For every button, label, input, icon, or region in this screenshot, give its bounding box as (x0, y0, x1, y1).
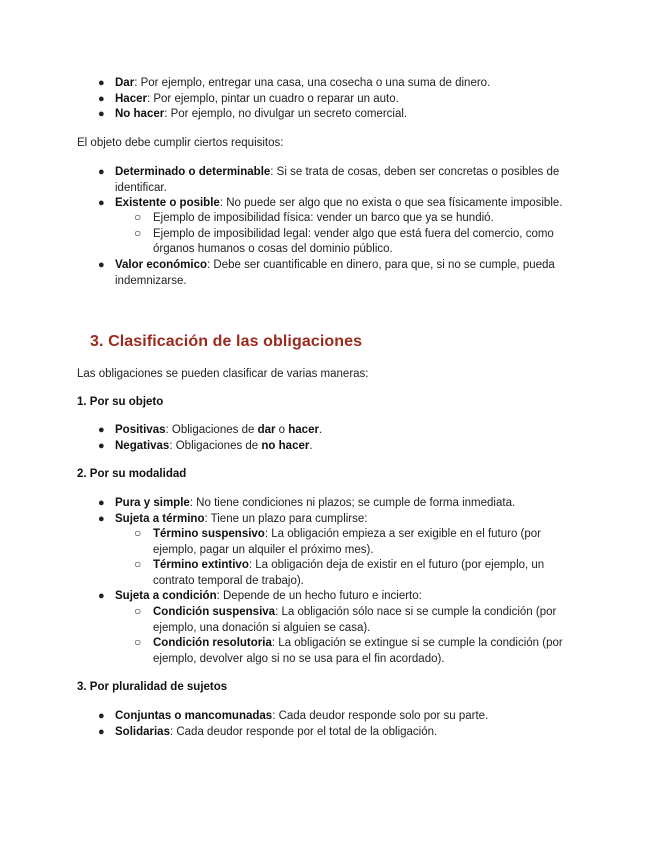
section-heading: 3. Clasificación de las obligaciones (90, 333, 363, 350)
bullet-icon: ● (98, 197, 105, 209)
sujetos-list (0, 709, 585, 740)
modalidad-list-cont (0, 589, 585, 605)
list-item: ○ Ejemplo de imposibilidad física: vender un barco que ya se hundió. (134, 210, 494, 224)
list-item: ○ Condición suspensiva: La obligación sólo nace si se cumple la condición (por ejemplo, una donación si alguien se casa). (134, 604, 557, 634)
list-item: ○ Ejemplo de imposibilidad legal: vender algo que está fuera del comercio, como órganos humanos o cosas del dominio público. (134, 225, 554, 255)
bullet-icon: ● (98, 590, 105, 602)
circle-bullet-icon: ○ (134, 210, 142, 224)
objeto-list (0, 423, 585, 454)
bullet-icon: ● (98, 259, 105, 271)
bullet-icon: ● (98, 439, 105, 452)
condicion-sublist (0, 605, 573, 667)
section-intro: Las obligaciones se pueden clasificar de varias maneras: (77, 368, 369, 380)
requirements-intro: El objeto debe cumplir ciertos requisitos: (77, 137, 284, 149)
bullet-icon: ● (98, 424, 105, 436)
requirements-list-cont (0, 258, 585, 289)
list-item: ● Conjuntas o mancomunadas: Cada deudor responde solo por su parte. (115, 709, 585, 725)
termino-sublist (0, 527, 573, 589)
list-item: ○ Término extintivo: La obligación deja de existir en el futuro (por ejemplo, un contrato temporal de trabajo). (134, 557, 545, 587)
bullet-icon: ● (98, 166, 105, 178)
impossibility-examples-list (0, 211, 573, 258)
requirements-list (0, 165, 585, 212)
list-item: ● Hacer: Por ejemplo, pintar un cuadro o reparar un auto. (115, 92, 585, 108)
list-item: ● Valor económico: Debe ser cuantificable en dinero, para que, si no se cumple, pueda indemnizarse. (98, 259, 555, 287)
circle-bullet-icon: ○ (134, 604, 142, 618)
list-item: ● Sujeta a condición: Depende de un hecho futuro e incierto: (115, 589, 585, 605)
list-item: ● Positivas: Obligaciones de dar o hacer. (115, 423, 585, 439)
bullet-icon: ● (98, 710, 105, 722)
circle-bullet-icon: ○ (134, 225, 142, 240)
list-item: ● No hacer: Por ejemplo, no divulgar un secreto comercial. (115, 107, 585, 123)
subsection-heading: 2. Por su modalidad (77, 468, 187, 480)
list-item: ● Solidarias: Cada deudor responde por el total de la obligación. (115, 725, 585, 741)
bullet-icon: ● (98, 108, 105, 120)
obligation-types-list (0, 76, 585, 123)
list-item: ○ Término suspensivo: La obligación empieza a ser exigible en el futuro (por ejemplo, pagar un alquiler el próximo mes). (134, 526, 542, 556)
circle-bullet-icon: ○ (134, 635, 142, 649)
bullet-icon: ● (98, 77, 105, 89)
bullet-icon: ● (98, 497, 105, 509)
list-item: ● Existente o posible: No puede ser algo que no exista o que sea físicamente imposible. (115, 196, 585, 212)
circle-bullet-icon: ○ (134, 526, 142, 540)
list-item: ● Pura y simple: No tiene condiciones ni plazos; se cumple de forma inmediata. (115, 496, 585, 512)
modalidad-list (0, 496, 585, 527)
list-item: ● Dar: Por ejemplo, entregar una casa, una cosecha o una suma de dinero. (115, 76, 585, 92)
bullet-icon: ● (98, 92, 105, 105)
bullet-icon: ● (98, 512, 105, 525)
list-item: ○ Condición resolutoria: La obligación se extingue si se cumple la condición (por ejemplo, devolver algo si no se usa para el fin acordado). (134, 635, 563, 665)
subsection-heading: 3. Por pluralidad de sujetos (77, 681, 228, 693)
list-item: ● Sujeta a término: Tiene un plazo para cumplirse: (115, 512, 585, 528)
list-item: ● Determinado o determinable: Si se trata de cosas, deben ser concretas o posibles de identificar. (98, 166, 560, 194)
list-item: ● Negativas: Obligaciones de no hacer. (115, 439, 585, 455)
subsection-heading: 1. Por su objeto (77, 396, 164, 408)
circle-bullet-icon: ○ (134, 557, 142, 571)
bullet-icon: ● (98, 725, 105, 738)
